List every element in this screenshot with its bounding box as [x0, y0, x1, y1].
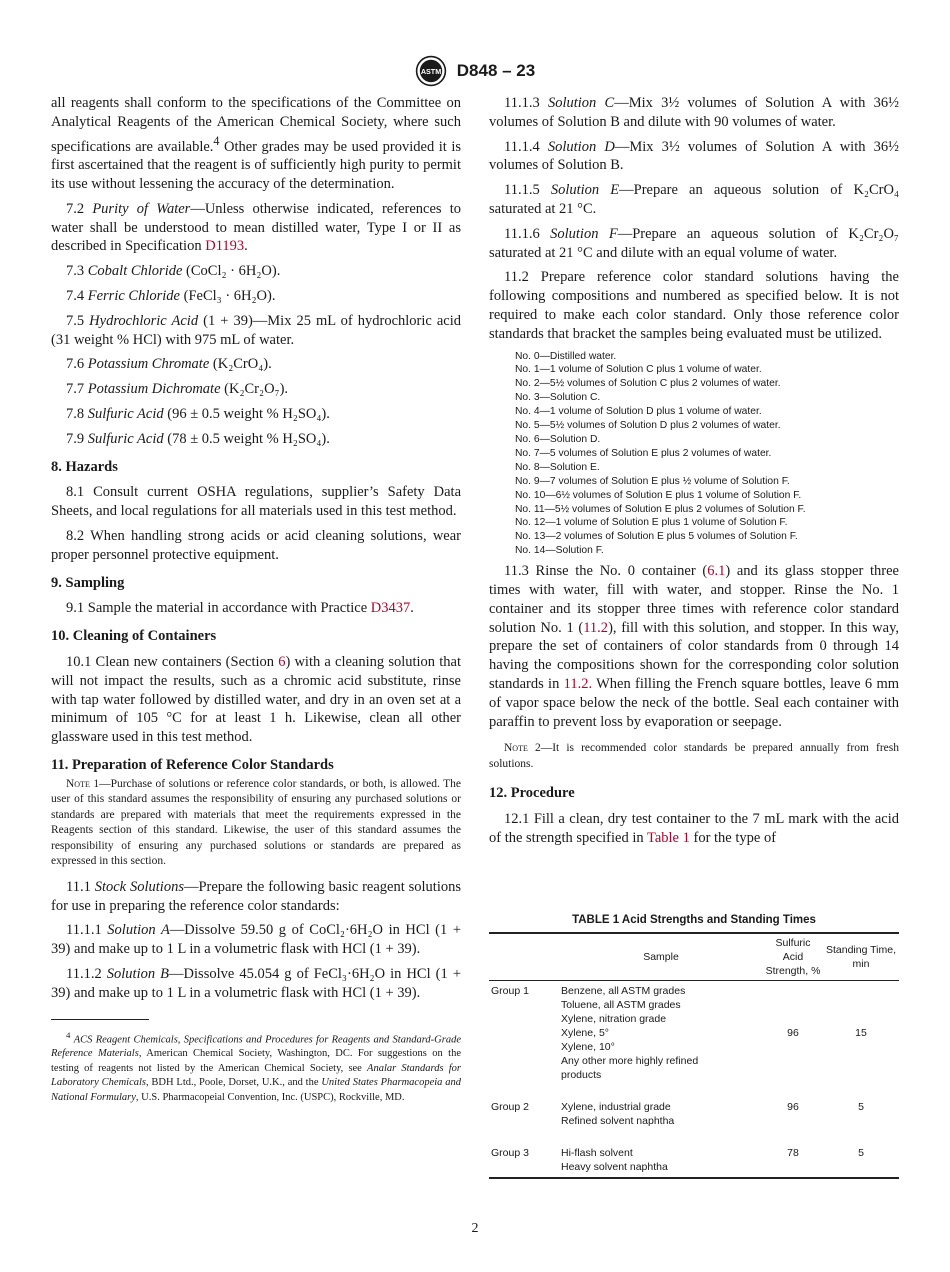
section-11-1-4: 11.1.4 Solution D—Mix 3½ volumes of Solution A with 36½ volumes of Solution B. — [489, 138, 900, 174]
link-6-1[interactable]: 6.1 — [707, 563, 726, 580]
list-item: No. 7—5 volumes of Solution E plus 2 volumes of water. — [515, 447, 772, 459]
table-row — [489, 981, 899, 1087]
document-number: D848 – 23 — [456, 61, 536, 80]
section-7-2: 7.2 Purity of Water—Unless otherwise indicated, references to water shall be understood to mean distilled water, Type I or II as described in Specification D1193. — [51, 200, 461, 255]
page-number: 2 — [471, 1221, 479, 1236]
section-11-3: 11.3 Rinse the No. 0 container (6.1) and its glass stopper three times with water, fill with water, and stopper. Rinse the No. 1 container and its stopper three times with reference color standard solution No. 1 (11.2), fill with this solution, and stopper. In this way, prepare the set of containers of color standards from 0 through 14 having the compositions shown for the corresponding color solution standards in 11.2. When filling the French square bottles, leave 6 mm of vapor space below the neck of the bottle. Seal each container with paraffin to prevent loss by evaporation or seepage. — [489, 563, 900, 730]
section-11-1-2: 11.1.2 Solution B—Dissolve 45.054 g of FeCl₃·6H₂O in HCl (1 + 39) and make up to 1 L in a volumetric flask with HCl (1 + 39). — [51, 965, 462, 1001]
section-8-2: 8.2 When handling strong acids or acid cleaning solutions, wear proper personnel protective equipment. — [51, 527, 461, 563]
section-9-1: 9.1 Sample the material in accordance with Practice D3437. — [66, 600, 414, 617]
section-7-9: 7.9 Sulfuric Acid (78 ± 0.5 weight % H₂SO₄). — [66, 430, 330, 447]
list-item: No. 4—1 volume of Solution D plus 1 volume of water. — [515, 406, 762, 418]
list-item: No. 8—Solution E. — [515, 461, 600, 473]
table-header-row — [489, 933, 899, 981]
heading-cleaning: 10. Cleaning of Containers — [51, 628, 217, 645]
left-column — [51, 94, 461, 1105]
astm-logo-icon — [415, 55, 447, 87]
footnote-ref[interactable]: 4 — [213, 133, 220, 148]
cell-time: 15 — [855, 1027, 867, 1039]
section-7-5: 7.5 Hydrochloric Acid (1 + 39)—Mix 25 mL of hydrochloric acid (31 weight % HCl) with 975 mL of water. — [51, 312, 462, 348]
acid-strength-table — [489, 932, 899, 1179]
section-7-7: 7.7 Potassium Dichromate (K₂Cr₂O₇). — [66, 381, 289, 398]
cell-group: Group 1 — [491, 985, 529, 997]
section-11-1-6: 11.1.6 Solution F—Prepare an aqueous solution of K₂Cr₂O₇ saturated at 21 °C and dilute with an equal volume of water. — [489, 225, 899, 261]
table-title: TABLE 1 Acid Strengths and Standing Times — [572, 914, 816, 926]
cell-samples: Xylene, industrial grade Refined solvent naphtha — [561, 1101, 675, 1127]
section-11-1-3: 11.1.3 Solution C—Mix 3½ volumes of Solution A with 36½ volumes of Solution B and dilute with 90 volumes of water. — [489, 95, 900, 130]
link-11-2[interactable]: 11.2 — [583, 619, 609, 636]
cell-group: Group 3 — [489, 1132, 559, 1178]
section-7-8: 7.8 Sulfuric Acid (96 ± 0.5 weight % H₂SO₄). — [66, 405, 330, 422]
section-11-1-1: 11.1.1 Solution A—Dissolve 59.50 g of CoCl₂·6H₂O in HCl (1 + 39) and make up to 1 L in a volumetric flask with HCl (1 + 39). — [51, 922, 461, 958]
list-item: No. 3—Solution C. — [515, 392, 601, 404]
cell-acid: 96 — [787, 1027, 799, 1039]
header-group — [489, 933, 559, 981]
cell-group: Group 2 — [491, 1101, 529, 1113]
list-item: No. 0—Distilled water. — [515, 350, 617, 362]
list-item: No. 14—Solution F. — [515, 545, 604, 557]
cell-samples: Benzene, all ASTM grades Toluene, all ASTM grades Xylene, nitration grade Xylene, 5° Xylene, 10° Any other more highly refined products — [561, 985, 699, 1081]
note-1: Note 1—Purchase of solutions or reference color standards, or both, is allowed. The user of this standard assumes the responsibility of ensuring any purchased solutions or standards are prepared with materials that meet the requirements expressed in the Reagents section of this standard. Likewise, the user of this standard assumes the responsibility of ensuring any purchased solutions or standards are prepared as expressed in this section. — [51, 777, 461, 868]
list-item: No. 9—7 volumes of Solution E plus ½ volume of Solution F. — [515, 475, 790, 487]
table-row — [489, 1132, 899, 1178]
link-d3437[interactable]: D3437 — [370, 600, 411, 617]
link-11-2-b[interactable]: 11.2. — [563, 675, 593, 692]
link-d1193[interactable]: D1193 — [205, 238, 245, 255]
link-section-6[interactable]: 6 — [278, 653, 286, 670]
link-table-1[interactable]: Table 1 — [647, 829, 690, 846]
header-standing-time: Standing Time, min — [823, 933, 899, 981]
section-8-1: 8.1 Consult current OSHA regulations, supplier’s Safety Data Sheets, and local regulations for all materials used in this test method. — [51, 484, 461, 520]
list-item: No. 12—1 volume of Solution E plus 1 volume of Solution F. — [515, 517, 788, 529]
cell-acid: 96 — [787, 1101, 799, 1113]
cell-acid: 78 — [763, 1132, 823, 1178]
section-7-6: 7.6 Potassium Chromate (K₂CrO₄). — [66, 356, 272, 373]
list-item: No. 11—5½ volumes of Solution E plus 2 volumes of Solution F. — [515, 503, 806, 515]
list-item: No. 1—1 volume of Solution C plus 1 volume of water. — [515, 364, 762, 376]
list-item: No. 6—Solution D. — [515, 434, 601, 445]
list-item: No. 13—2 volumes of Solution E plus 5 volumes of Solution F. — [515, 531, 798, 543]
heading-sampling: 9. Sampling — [51, 574, 125, 591]
table-1 — [489, 914, 899, 1179]
color-standards-list — [515, 350, 899, 559]
footnote-4: $^4$ ACS Reagent Chemicals, Specifications and Procedures for Reagents and Standard-Grade Reference Materials, American Chemical Society, Washington, DC. For suggestions on the testing of reagents not listed by the American Chemical Society, see Analar Standards for Laboratory Chemicals, BDH Ltd., Poole, Dorset, U.K., and the United States Pharmacopeia and National Formulary, U.S. Pharmacopeial Convention, Inc. (USPC), Rockville, MD. — [51, 1029, 462, 1103]
cell-time: 5 — [823, 1132, 899, 1178]
right-column — [489, 94, 899, 854]
section-10-1: 10.1 Clean new containers (Section 6) with a cleaning solution that will not impact the results, such as a chromic acid substitute, rinse with tap water followed by distilled water, and dry in an oven set at a minimum of 105 °C for at least 1 h. Likewise, clean all other glassware used in this test method. — [51, 653, 461, 746]
section-11-1-5: 11.1.5 Solution E—Prepare an aqueous solution of K₂CrO₄ saturated at 21 °C. — [489, 182, 900, 217]
svg-text:ASTM: ASTM — [420, 67, 441, 77]
list-item: No. 2—5½ volumes of Solution C plus 2 volumes of water. — [515, 378, 781, 390]
note-2: Note 2—It is recommended color standards be prepared annually from fresh solutions. — [489, 742, 899, 770]
header-acid-strength: Sulfuric Acid Strength, % — [763, 933, 823, 981]
page-header — [0, 55, 950, 87]
footnote-divider — [51, 1019, 149, 1020]
section-11-2: 11.2 Prepare reference color standard solutions having the following compositions and numbered as specified below. It is not required to make each color standard. Only those reference color standards that bracket the samples being evaluated must be utilized. — [489, 269, 899, 342]
heading-procedure: 12. Procedure — [489, 785, 575, 802]
section-11-1: 11.1 Stock Solutions—Prepare the following basic reagent solutions for use in preparing the reference color standards: — [51, 878, 461, 914]
table-row — [489, 1086, 899, 1132]
header-sample: Sample — [559, 933, 763, 981]
heading-preparation: 11. Preparation of Reference Color Standards — [51, 756, 334, 773]
list-item: No. 5—5½ volumes of Solution D plus 2 volumes of water. — [515, 420, 781, 432]
cell-time: 5 — [858, 1101, 864, 1113]
paragraph-reagents: all reagents shall conform to the specifications of the Committee on Analytical Reagents of the American Chemical Society, where such specifications are available.$^4$ Other grades may be used provided it is first ascertained that the reagent is of sufficiently high purity to permit its use without lessening the accuracy of the determination. — [51, 95, 461, 193]
cell-samples: Hi-flash solvent Heavy solvent naphtha — [559, 1132, 763, 1178]
list-item: No. 10—6½ volumes of Solution E plus 1 volume of Solution F. — [515, 489, 802, 501]
section-7-3: 7.3 Cobalt Chloride (CoCl₂ · 6H₂O). — [66, 263, 281, 280]
section-12-1: 12.1 Fill a clean, dry test container to the 7 mL mark with the acid of the strength specified in Table 1 for the type of — [489, 811, 899, 846]
heading-hazards: 8. Hazards — [51, 458, 118, 475]
section-7-4: 7.4 Ferric Chloride (FeCl₃ · 6H₂O). — [66, 288, 276, 304]
